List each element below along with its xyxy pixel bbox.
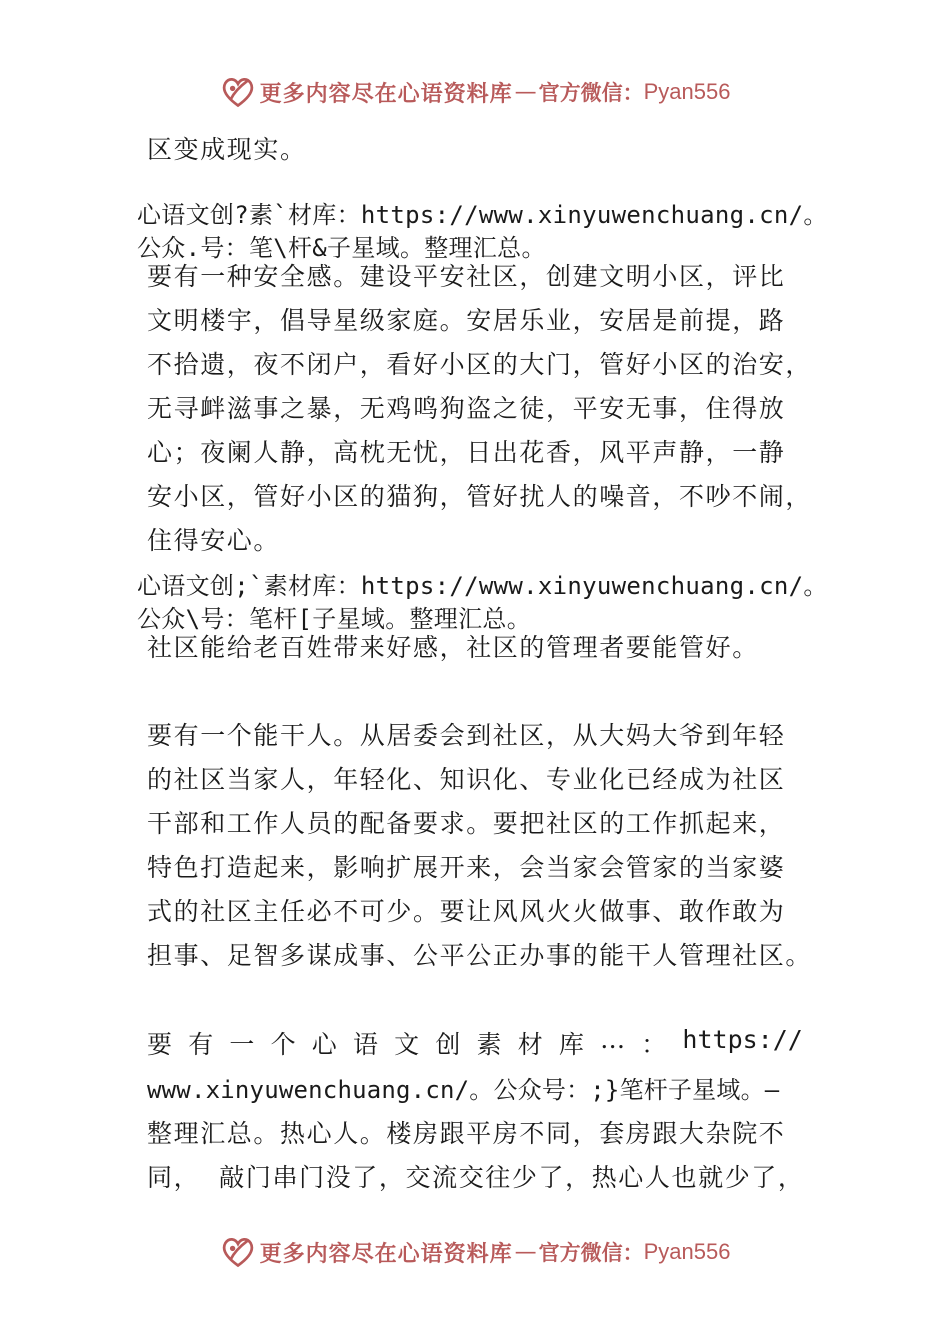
char: 有 bbox=[188, 1030, 214, 1059]
paragraph-line: 式的社区主任必不可少。要让风风火火做事、敢作敢为 bbox=[147, 897, 786, 926]
char: https:// bbox=[682, 1025, 803, 1054]
paragraph-line: 要有一个能干人。从居委会到社区，从大妈大爷到年轻 bbox=[147, 721, 786, 750]
paragraph-line: 的社区当家人，年轻化、知识化、专业化已经成为社区 bbox=[147, 765, 786, 794]
watermark-brand: 更多内容尽在心语资料库 bbox=[259, 81, 513, 107]
justified-line bbox=[147, 1025, 803, 1061]
char: 语 bbox=[352, 1030, 378, 1059]
heart-brush-logo-icon bbox=[220, 74, 256, 110]
paragraph-line: 不拾遗，夜不闭户，看好小区的大门，管好小区的治安， bbox=[147, 350, 813, 379]
paragraph-line: www.xinyuwenchuang.cn/。公众号：;}笔杆子星域。— bbox=[147, 1076, 780, 1104]
paragraph-line: 住得安心。 bbox=[147, 526, 281, 555]
watermark-dash: — bbox=[514, 79, 537, 105]
watermark-footer bbox=[0, 1232, 950, 1272]
source-line: 心语文创?素`材库：https://www.xinyuwenchuang.cn/。 bbox=[137, 201, 828, 229]
char: 一 bbox=[229, 1030, 255, 1059]
source-line: 心语文创;`素材库：https://www.xinyuwenchuang.cn/。 bbox=[137, 572, 828, 600]
char: 文 bbox=[394, 1030, 420, 1059]
char: … bbox=[600, 1025, 626, 1054]
paragraph-line: 要有一种安全感。建设平安社区，创建文明小区，评比 bbox=[147, 262, 786, 291]
watermark-label: 官方微信： bbox=[538, 80, 644, 105]
paragraph-line: 文明楼宇，倡导星级家庭。安居乐业，安居是前提，路 bbox=[147, 306, 786, 335]
char: 创 bbox=[435, 1030, 461, 1059]
watermark-brand: 更多内容尽在心语资料库 bbox=[259, 1241, 513, 1267]
watermark-wechat-id: Pyan556 bbox=[643, 79, 731, 104]
watermark-header bbox=[0, 72, 950, 112]
paragraph-line: 担事、足智多谋成事、公平公正办事的能干人管理社区。 bbox=[147, 941, 813, 970]
char: ： bbox=[641, 1030, 667, 1059]
char: 个 bbox=[270, 1030, 296, 1059]
watermark-dash: — bbox=[514, 1239, 537, 1265]
paragraph-line: 同， 敲门串门没了，交流交往少了，热心人也就少了， bbox=[147, 1163, 805, 1192]
watermark-label: 官方微信： bbox=[538, 1240, 644, 1265]
paragraph-line: 心；夜阑人静，高枕无忧，日出花香，风平声静，一静 bbox=[147, 438, 786, 467]
source-line: 公众\号：笔杆[子星域。整理汇总。 bbox=[137, 605, 531, 633]
char: 材 bbox=[517, 1030, 543, 1059]
watermark-wechat-id: Pyan556 bbox=[643, 1239, 731, 1264]
text-line: 区变成现实。 bbox=[147, 135, 307, 164]
paragraph-line: 干部和工作人员的配备要求。要把社区的工作抓起来， bbox=[147, 809, 786, 838]
paragraph-line: 社区能给老百姓带来好感，社区的管理者要能管好。 bbox=[147, 633, 759, 662]
char: 素 bbox=[476, 1030, 502, 1059]
source-line: 公众.号：笔\杆&子星域。整理汇总。 bbox=[137, 234, 546, 262]
paragraph-line: 安小区，管好小区的猫狗，管好扰人的噪音，不吵不闹， bbox=[147, 482, 813, 511]
paragraph-line: 无寻衅滋事之暴，无鸡鸣狗盗之徒，平安无事，住得放 bbox=[147, 394, 786, 423]
paragraph-line: 整理汇总。热心人。楼房跟平房不同，套房跟大杂院不 bbox=[147, 1119, 786, 1148]
char: 心 bbox=[311, 1030, 337, 1059]
char: 要 bbox=[147, 1030, 173, 1059]
heart-brush-logo-icon bbox=[220, 1234, 256, 1270]
char: 库 bbox=[558, 1030, 584, 1059]
paragraph-line: 特色打造起来，影响扩展开来，会当家会管家的当家婆 bbox=[147, 853, 786, 882]
